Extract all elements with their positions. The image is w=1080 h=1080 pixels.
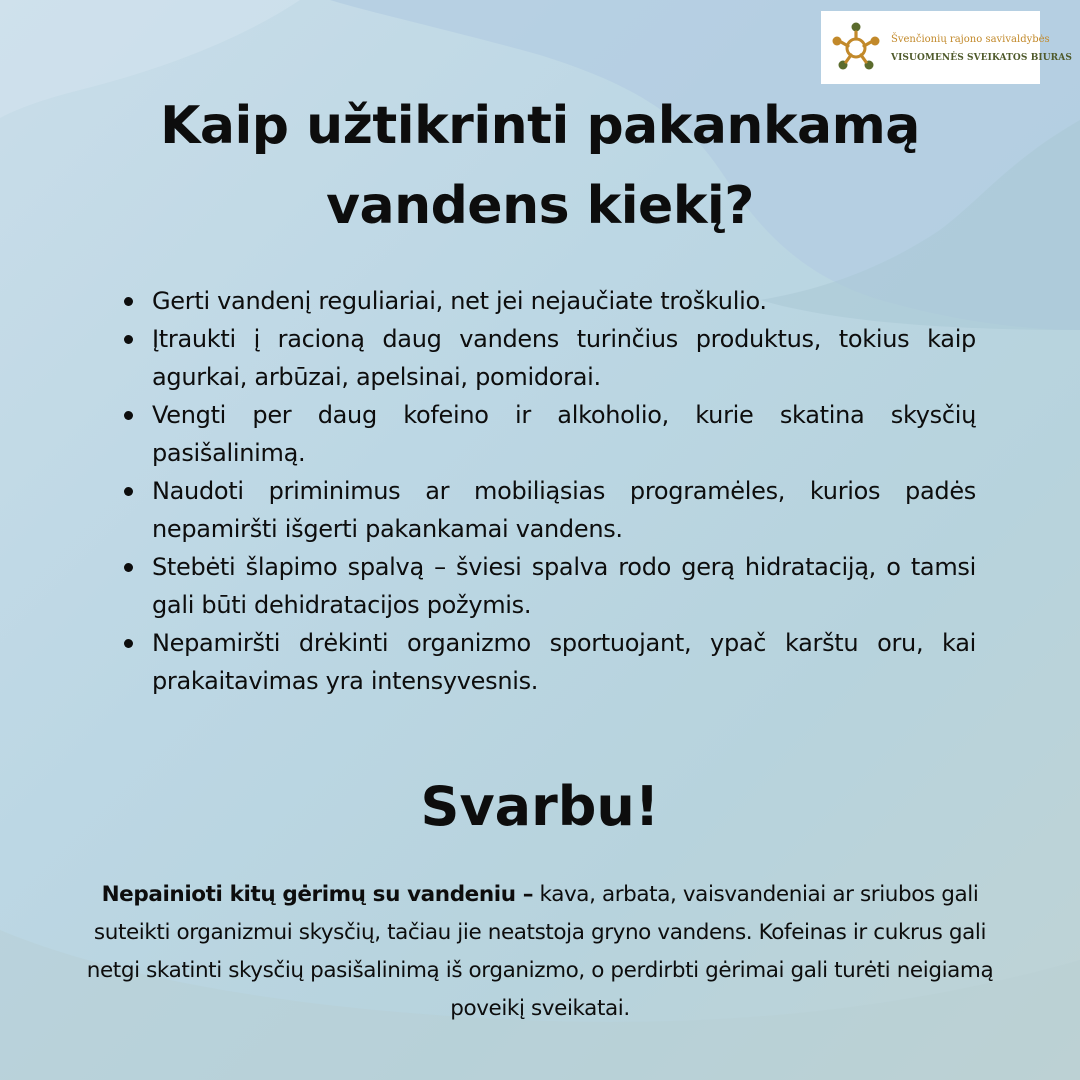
people-circle-logo-icon <box>829 21 883 75</box>
list-item <box>119 472 976 548</box>
list-item <box>119 548 976 624</box>
list-item <box>119 396 976 472</box>
list-item <box>119 320 976 396</box>
page-title <box>90 86 990 246</box>
bullet-icon <box>124 487 133 496</box>
list-item-text: Nepamiršti drėkinti organizmo sportuojant, ypač karštu oru, kai prakaitavimas yra intensyvesnis. <box>152 629 976 695</box>
title-line-2: vandens kiekį? <box>326 176 754 236</box>
list-item-text: Stebėti šlapimo spalvą – šviesi spalva rodo gerą hidrataciją, o tamsi gali būti dehidratacijos požymis. <box>152 553 976 619</box>
important-lead: Nepainioti kitų gėrimų su vandeniu – <box>101 882 534 907</box>
list-item-text: Gerti vandenį reguliariai, net jei nejaučiate troškulio. <box>152 287 767 315</box>
important-heading: Svarbu! <box>420 775 660 838</box>
bullet-icon <box>124 297 133 306</box>
important-body: kava, arbata, vaisvandeniai ar sriubos gali suteikti organizmui skysčių, tačiau jie neatstoja gryno vandens. Kofeinas ir cukrus gali netgi skatinti skysčių pasišalinimą iš organizmo, o perdirbti gėrimai gali turėti neigiamą poveikį sveikatai. <box>86 882 994 1021</box>
list-item-text: Vengti per daug kofeino ir alkoholio, kurie skatina skysčių pasišalinimą. <box>152 401 976 467</box>
title-line-1: Kaip užtikrinti pakankamą <box>160 96 920 156</box>
tips-list <box>119 282 976 700</box>
logo-office-name: VISUOMENĖS SVEIKATOS BIURAS <box>891 53 1072 63</box>
list-item-text: Naudoti priminimus ar mobiliąsias programėles, kurios padės nepamiršti išgerti pakankamai vandens. <box>152 477 976 543</box>
list-item <box>119 624 976 700</box>
bullet-icon <box>124 335 133 344</box>
bullet-icon <box>124 639 133 648</box>
logo-card <box>821 11 1072 84</box>
logo-organization-name: Švenčionių rajono savivaldybės <box>891 34 1050 45</box>
list-item <box>119 282 976 320</box>
bullet-icon <box>124 411 133 420</box>
list-item-text: Įtraukti į racioną daug vandens turinčius produktus, tokius kaip agurkai, arbūzai, apelsinai, pomidorai. <box>152 325 976 391</box>
important-note <box>75 876 1005 1028</box>
bullet-icon <box>124 563 133 572</box>
